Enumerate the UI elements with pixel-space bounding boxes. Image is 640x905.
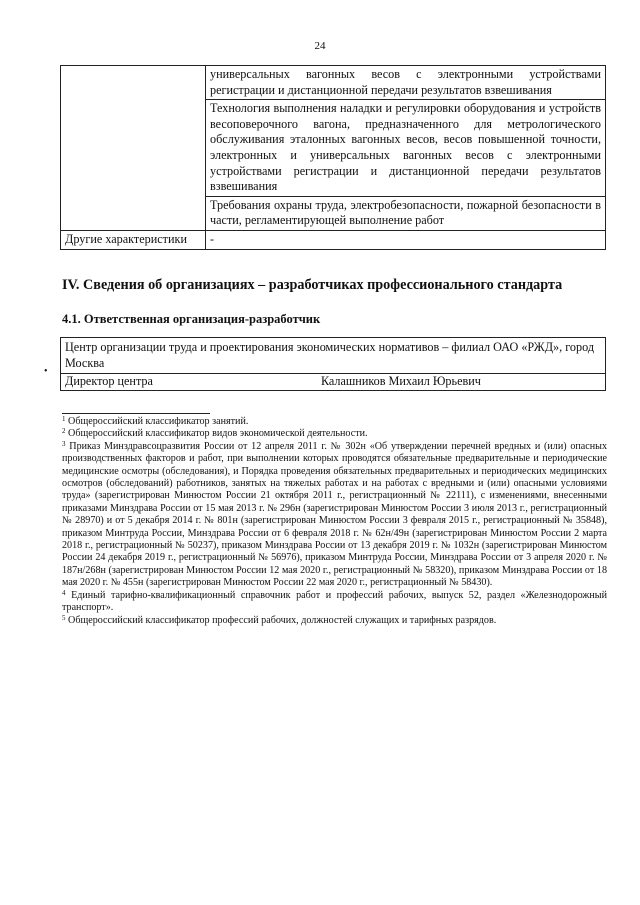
footnote [62,428,607,440]
table-row [61,338,606,374]
footnote-text: Единый тарифно-квалификационный справочник работ и профессий рабочих, выпуск 52, раздел «Железнодорожный транспорт». [62,589,607,614]
signatory-position: Директор центра [65,374,153,389]
table-cell-text: универсальных вагонных весов с электронными устройствами регистрации и дистанционной передачи результатов взвешивания [206,66,606,100]
footnote-number: 5 [62,613,66,622]
footnote [62,590,607,615]
table-row [61,66,606,100]
footnotes [62,416,607,627]
table-row [61,374,606,391]
footnote [62,441,607,590]
table-cell-text: - [206,230,606,249]
subsection-title: 4.1. Ответственная организация-разработчик [62,312,321,326]
table-cell-label [61,66,206,231]
page-number: 24 [314,40,326,52]
section-title: IV. Сведения об организациях – разработчиках профессионального стандарта [62,277,563,293]
organization-table [60,337,606,391]
table-cell-text: Технология выполнения наладки и регулировки оборудования и устройств весоповерочного вагона, предназначенного для метрологического обслуживания эталонных вагонных весов, весов повышенной точности, электронных и универсальных вагонных весов с электронными устройствами регистрации и дистанционной передачи результатов взвешивания [206,100,606,197]
table-cell-label: Другие характеристики [61,230,206,249]
footnote-text: Общероссийский классификатор занятий. [68,416,249,427]
footnote-number: 1 [62,415,66,423]
margin-dot: • [44,366,48,377]
footnote-divider [62,413,210,414]
footnote [62,615,607,627]
footnote-number: 4 [62,588,66,597]
footnote-number: 2 [62,427,66,436]
footnote-text: Общероссийский классификатор видов экономической деятельности. [68,428,368,440]
signatory-name: Калашников Михаил Юрьевич [320,374,481,389]
footnote-text: Приказ Минздравсоцразвития России от 12 апреля 2011 г. № 302н «Об утверждении перечней вредных и (или) опасных производственных факторов и работ, при выполнении которых проводятся обязательные предварительные и периодические медицинские осмотры (обследования), и Порядка проведения обязательных предварительных и периодических медицинских осмотров (обследований) работников, занятых на тяжелых работах и на работах с вредными и (или) опасными условиями труда» (зарегистрирован Минюстом России 21 октября 2011 г., регистрационный № 22111), с изменениями, внесенными приказами Минздрава России от 15 мая 2013 г. № 296н (зарегистрирован Минюстом России 3 июля 2013 г., регистрационный № 28970) и от 5 декабря 2014 г. № 801н (зарегистрирован Минюстом России 3 февраля 2015 г., регистрационный № 35848), приказом Минтруда России, Минздрава России от 6 февраля 2018 г. № 62н/49н (зарегистрирован Минюстом России 2 марта 2018 г., регистрационный № 50237), приказом Минздрава России от 13 декабря 2019 г. № 1032н (зарегистрирован Минюстом России 24 декабря 2019 г., регистрационный № 56976), приказом Минтруда России, Минздрава России от 3 апреля 2020 г. № 187н/268н (зарегистрирован Минюстом России 12 мая 2020 г., регистрационный № 58320), приказом Минздрава России от 18 мая 2020 г. № 455н (зарегистрирован Минюстом России 22 мая 2020 г., регистрационный № 58430). [62,440,608,589]
table-cell-text: Требования охраны труда, электробезопасности, пожарной безопасности в части, регламентирующей выполнение работ [206,196,606,230]
table-row [61,230,606,249]
footnote-number: 3 [62,439,66,448]
organization-name: Центр организации труда и проектирования экономических нормативов – филиал ОАО «РЖД», город Москва [61,338,606,374]
knowledge-table [60,65,606,250]
footnote-text: Общероссийский классификатор профессий рабочих, должностей служащих и тарифных разрядов. [68,614,497,626]
signatory-cell [61,374,606,391]
footnote [62,416,607,428]
